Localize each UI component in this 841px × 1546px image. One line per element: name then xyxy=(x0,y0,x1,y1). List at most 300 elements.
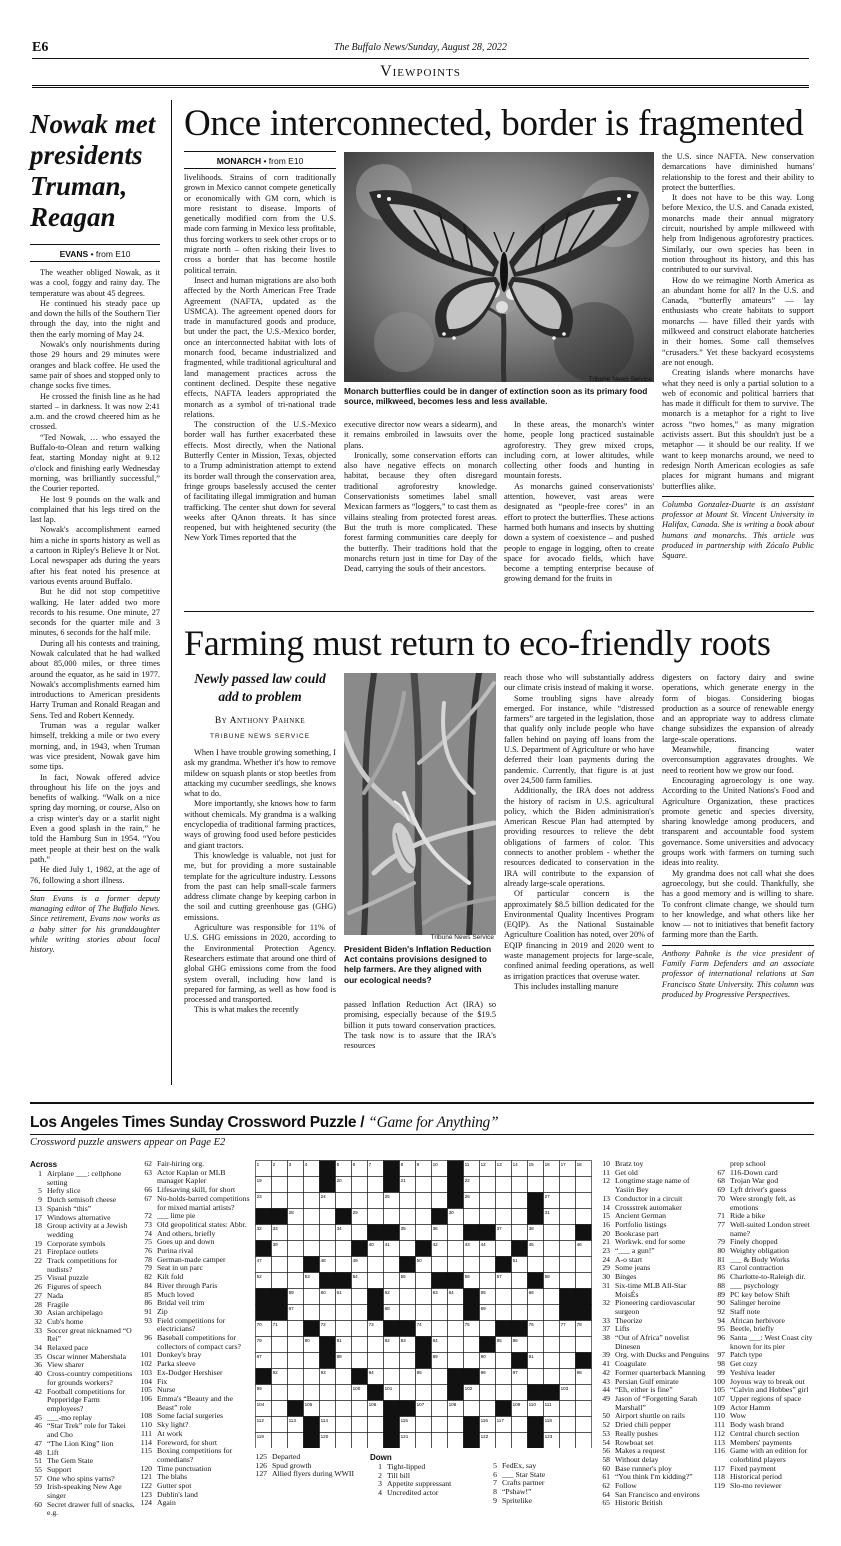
clue-number: 92 xyxy=(717,1306,725,1316)
clue-number: 19 xyxy=(34,1238,42,1248)
grid-cell[interactable] xyxy=(352,1417,368,1433)
grid-cell[interactable] xyxy=(576,1433,592,1449)
grid-cell[interactable] xyxy=(272,1193,288,1209)
clue-number: 35 xyxy=(34,1351,42,1361)
grid-number: 9 xyxy=(416,1161,420,1167)
grid-cell[interactable] xyxy=(416,1385,432,1401)
grid-cell[interactable] xyxy=(448,1241,464,1257)
grid-cell[interactable] xyxy=(416,1177,432,1193)
grid-cell[interactable] xyxy=(512,1289,528,1305)
grid-block xyxy=(576,1305,592,1321)
grid-cell[interactable] xyxy=(496,1385,512,1401)
grid-cell[interactable] xyxy=(496,1241,512,1257)
grid-cell[interactable] xyxy=(432,1433,448,1449)
grid-cell[interactable] xyxy=(576,1385,592,1401)
clue-number: 86 xyxy=(144,1298,152,1308)
grid-number: 66 xyxy=(528,1289,534,1295)
grid-cell[interactable] xyxy=(544,1305,560,1321)
grid-number: 38 xyxy=(528,1225,534,1231)
grid-cell[interactable] xyxy=(480,1385,496,1401)
clue-number: 31 xyxy=(602,1280,610,1290)
crossword-grid[interactable] xyxy=(255,1160,592,1448)
grid-cell[interactable] xyxy=(336,1193,352,1209)
grid-cell[interactable] xyxy=(512,1225,528,1241)
grid-cell[interactable] xyxy=(288,1273,304,1289)
grid-cell[interactable] xyxy=(304,1369,320,1385)
grid-cell[interactable] xyxy=(400,1241,416,1257)
grid-cell[interactable] xyxy=(480,1257,496,1273)
clue-number: 70 xyxy=(717,1193,725,1203)
grid-cell[interactable] xyxy=(304,1225,320,1241)
grid-cell[interactable] xyxy=(432,1177,448,1193)
grid-cell[interactable] xyxy=(352,1401,368,1417)
clue-number: 8 xyxy=(493,1487,497,1497)
grid-cell[interactable] xyxy=(576,1401,592,1417)
nowak-jump xyxy=(30,249,160,259)
grid-block xyxy=(528,1417,544,1433)
clue-item xyxy=(713,1351,818,1360)
grid-cell[interactable] xyxy=(272,1401,288,1417)
grid-cell[interactable] xyxy=(464,1257,480,1273)
grid-cell[interactable] xyxy=(576,1273,592,1289)
grid-cell[interactable] xyxy=(336,1305,352,1321)
grid-cell[interactable] xyxy=(512,1305,528,1321)
grid-cell[interactable] xyxy=(320,1241,336,1257)
clue-number: 93 xyxy=(144,1315,152,1325)
clue-text: Historic British xyxy=(615,1498,663,1508)
grid-cell[interactable] xyxy=(560,1417,576,1433)
across-label: Across xyxy=(30,1160,58,1169)
clue-text: Football competitions for Pepperidge Farm employees? xyxy=(47,1386,126,1413)
grid-cell[interactable] xyxy=(544,1353,560,1369)
grid-cell[interactable] xyxy=(576,1417,592,1433)
clue-number: 36 xyxy=(34,1360,42,1370)
grid-cell[interactable] xyxy=(512,1433,528,1449)
grid-cell[interactable] xyxy=(448,1337,464,1353)
grid-cell[interactable] xyxy=(336,1241,352,1257)
grid-cell[interactable] xyxy=(512,1177,528,1193)
clue-text: Cub's home xyxy=(47,1316,84,1326)
grid-cell[interactable] xyxy=(512,1385,528,1401)
grid-cell[interactable] xyxy=(528,1305,544,1321)
grid-cell[interactable] xyxy=(288,1353,304,1369)
grid-cell[interactable] xyxy=(496,1193,512,1209)
grid-cell[interactable] xyxy=(384,1209,400,1225)
grid-cell[interactable] xyxy=(576,1337,592,1353)
grid-cell[interactable] xyxy=(336,1385,352,1401)
grid-cell[interactable] xyxy=(480,1177,496,1193)
clue-text: Upper regions of space xyxy=(730,1393,802,1403)
grid-cell[interactable] xyxy=(336,1401,352,1417)
clue-text: Lifts xyxy=(615,1324,630,1334)
grid-cell[interactable] xyxy=(272,1257,288,1273)
grid-cell[interactable] xyxy=(400,1289,416,1305)
grid-cell[interactable] xyxy=(496,1433,512,1449)
farming-paragraph: Meanwhile, financing water overconsumption aggravates droughts. We need to reorient how we grow our food. xyxy=(662,745,814,775)
clue-number: 21 xyxy=(602,1237,610,1247)
grid-cell[interactable] xyxy=(320,1225,336,1241)
clue-number: 33 xyxy=(602,1315,610,1325)
grid-cell[interactable] xyxy=(576,1257,592,1273)
grid-cell[interactable] xyxy=(560,1209,576,1225)
grid-cell[interactable] xyxy=(304,1209,320,1225)
grid-cell[interactable] xyxy=(288,1337,304,1353)
clue-text: Salinger heroine xyxy=(730,1298,781,1308)
clue-text: Persian Gulf emirate xyxy=(615,1376,679,1386)
grid-cell[interactable] xyxy=(496,1369,512,1385)
grid-cell[interactable] xyxy=(288,1321,304,1337)
grid-cell[interactable] xyxy=(352,1289,368,1305)
page-number: E6 xyxy=(32,40,49,55)
grid-block xyxy=(320,1337,336,1353)
grid-cell[interactable] xyxy=(352,1225,368,1241)
grid-cell[interactable] xyxy=(288,1433,304,1449)
clue-number: 22 xyxy=(34,1256,42,1266)
grid-cell[interactable] xyxy=(288,1385,304,1401)
clue-number: 26 xyxy=(34,1282,42,1292)
grid-cell[interactable] xyxy=(544,1225,560,1241)
grid-cell[interactable] xyxy=(496,1353,512,1369)
grid-cell[interactable] xyxy=(480,1273,496,1289)
grid-cell[interactable] xyxy=(512,1273,528,1289)
grid-cell[interactable] xyxy=(544,1369,560,1385)
clue-number: 5 xyxy=(38,1186,42,1196)
grid-block xyxy=(464,1417,480,1433)
grid-cell[interactable] xyxy=(560,1337,576,1353)
grid-cell[interactable] xyxy=(304,1177,320,1193)
grid-cell[interactable] xyxy=(544,1177,560,1193)
grid-cell[interactable] xyxy=(352,1305,368,1321)
grid-cell[interactable] xyxy=(368,1193,384,1209)
clue-text: Lyft driver's guess xyxy=(730,1185,787,1195)
grid-cell[interactable] xyxy=(288,1225,304,1241)
clue-number: 64 xyxy=(602,1489,610,1499)
grid-cell[interactable] xyxy=(368,1209,384,1225)
clue-text: “You think I'm kidding?” xyxy=(615,1472,693,1482)
grid-cell[interactable] xyxy=(544,1241,560,1257)
grid-cell[interactable] xyxy=(576,1209,592,1225)
grid-cell[interactable] xyxy=(320,1305,336,1321)
clue-text: Baseball competitions for collectors of compact cars? xyxy=(157,1333,241,1351)
grid-cell[interactable] xyxy=(320,1209,336,1225)
grid-cell[interactable] xyxy=(448,1321,464,1337)
grid-number: 119 xyxy=(256,1433,264,1439)
grid-cell[interactable] xyxy=(352,1177,368,1193)
grid-cell[interactable] xyxy=(560,1225,576,1241)
grid-cell[interactable] xyxy=(544,1257,560,1273)
section-title: Viewpoints xyxy=(380,63,461,80)
grid-cell[interactable] xyxy=(464,1209,480,1225)
grid-number: 112 xyxy=(256,1417,264,1423)
clue-number: 82 xyxy=(144,1272,152,1282)
grid-cell[interactable] xyxy=(512,1193,528,1209)
grid-cell[interactable] xyxy=(416,1433,432,1449)
clue-number: 67 xyxy=(717,1167,725,1177)
grid-number: 75 xyxy=(464,1321,470,1327)
clue-number: 83 xyxy=(717,1263,725,1273)
grid-cell[interactable] xyxy=(288,1241,304,1257)
grid-cell[interactable] xyxy=(320,1385,336,1401)
grid-number: 60 xyxy=(320,1289,326,1295)
grid-cell[interactable] xyxy=(544,1337,560,1353)
clue-text: No-holds-barred competitions for mixed martial artists? xyxy=(157,1193,250,1212)
clue-number: 66 xyxy=(144,1185,152,1195)
clue-item xyxy=(713,1195,818,1212)
grid-cell[interactable] xyxy=(352,1353,368,1369)
grid-cell[interactable] xyxy=(448,1225,464,1241)
grid-cell[interactable] xyxy=(368,1353,384,1369)
clue-text: Body wash brand xyxy=(730,1420,784,1430)
across-clues-below xyxy=(255,1453,367,1479)
grid-number: 26 xyxy=(464,1193,470,1199)
grid-number: 11 xyxy=(464,1161,470,1167)
grid-cell[interactable] xyxy=(448,1433,464,1449)
grid-cell[interactable] xyxy=(384,1257,400,1273)
grid-block xyxy=(256,1241,272,1257)
clue-text: Much loved xyxy=(157,1289,194,1299)
grid-block xyxy=(560,1289,576,1305)
grid-cell[interactable] xyxy=(304,1353,320,1369)
grid-cell[interactable] xyxy=(416,1289,432,1305)
grid-cell[interactable] xyxy=(496,1305,512,1321)
grid-cell[interactable] xyxy=(496,1177,512,1193)
grid-cell[interactable] xyxy=(272,1433,288,1449)
grid-block xyxy=(256,1305,272,1321)
grid-cell[interactable] xyxy=(528,1257,544,1273)
grid-cell[interactable] xyxy=(448,1417,464,1433)
nowak-paragraph: But he did not stop competitive walking. He later added two more records to his resume. One minute, 27 seconds for the quarter mile and 3 minutes, 6 seconds for the half mile. xyxy=(30,587,160,638)
grid-block xyxy=(368,1305,384,1321)
grid-cell[interactable] xyxy=(384,1353,400,1369)
clue-text: Figures of speech xyxy=(47,1282,102,1292)
clue-number: 47 xyxy=(34,1438,42,1448)
grid-cell[interactable] xyxy=(560,1369,576,1385)
grid-cell[interactable] xyxy=(416,1273,432,1289)
grid-cell[interactable] xyxy=(288,1193,304,1209)
grid-cell[interactable] xyxy=(528,1337,544,1353)
grid-cell[interactable] xyxy=(480,1209,496,1225)
grid-block xyxy=(496,1257,512,1273)
grid-cell[interactable] xyxy=(336,1321,352,1337)
grid-cell[interactable] xyxy=(368,1417,384,1433)
grid-number: 25 xyxy=(384,1193,390,1199)
grid-cell[interactable] xyxy=(576,1177,592,1193)
grid-cell[interactable] xyxy=(496,1289,512,1305)
masthead-dateline: The Buffalo News/Sunday, August 28, 2022 xyxy=(334,42,507,53)
clue-text: Spud growth xyxy=(272,1460,312,1470)
grid-cell[interactable] xyxy=(400,1193,416,1209)
clue-text: prep school xyxy=(730,1159,766,1168)
grid-cell[interactable] xyxy=(272,1177,288,1193)
grid-number: 108 xyxy=(448,1401,457,1407)
grid-cell[interactable] xyxy=(480,1321,496,1337)
grid-cell[interactable] xyxy=(400,1209,416,1225)
grid-cell[interactable] xyxy=(352,1433,368,1449)
grid-cell[interactable] xyxy=(416,1417,432,1433)
grid-cell[interactable] xyxy=(464,1353,480,1369)
clue-number: 126 xyxy=(255,1460,267,1470)
grid-cell[interactable] xyxy=(416,1305,432,1321)
grid-cell[interactable] xyxy=(560,1433,576,1449)
clue-item xyxy=(598,1177,710,1194)
clue-number: 25 xyxy=(34,1273,42,1283)
grid-cell[interactable] xyxy=(304,1289,320,1305)
crossword-title-sep: / xyxy=(360,1114,365,1131)
grid-cell[interactable] xyxy=(560,1353,576,1369)
clue-number: 52 xyxy=(602,1420,610,1430)
grid-number: 55 xyxy=(400,1273,406,1279)
grid-number: 86 xyxy=(512,1337,518,1343)
article-divider xyxy=(184,611,814,612)
clue-number: 80 xyxy=(717,1246,725,1256)
grid-cell[interactable] xyxy=(304,1193,320,1209)
grid-cell[interactable] xyxy=(272,1417,288,1433)
grid-cell[interactable] xyxy=(352,1321,368,1337)
clue-text: Parka sleeve xyxy=(157,1359,196,1369)
grid-cell[interactable] xyxy=(560,1241,576,1257)
grid-cell[interactable] xyxy=(400,1353,416,1369)
grid-cell[interactable] xyxy=(384,1369,400,1385)
grid-cell[interactable] xyxy=(368,1257,384,1273)
grid-cell[interactable] xyxy=(464,1337,480,1353)
clue-number: 59 xyxy=(34,1482,42,1492)
grid-cell[interactable] xyxy=(336,1433,352,1449)
grid-number: 16 xyxy=(544,1161,550,1167)
grid-cell[interactable] xyxy=(368,1337,384,1353)
grid-number: 81 xyxy=(336,1337,342,1343)
monarch-jump-from: • from E10 xyxy=(263,156,304,166)
grid-cell[interactable] xyxy=(432,1401,448,1417)
across-list-2 xyxy=(140,1160,252,1508)
grid-cell[interactable] xyxy=(512,1417,528,1433)
nowak-divider-2 xyxy=(30,261,160,262)
grid-cell[interactable] xyxy=(432,1305,448,1321)
nowak-divider xyxy=(30,244,160,245)
grid-cell[interactable] xyxy=(448,1257,464,1273)
grid-cell[interactable] xyxy=(528,1177,544,1193)
grid-block xyxy=(528,1385,544,1401)
grid-cell[interactable] xyxy=(480,1193,496,1209)
grid-cell[interactable] xyxy=(304,1385,320,1401)
clue-text: Workwk. end for some xyxy=(615,1237,686,1247)
grid-cell[interactable] xyxy=(432,1385,448,1401)
clue-item xyxy=(485,1488,590,1497)
monarch-headline: Once interconnected, border is fragmented xyxy=(184,103,804,144)
clue-text: Soccer great nicknamed “O Rei” xyxy=(47,1325,132,1344)
clue-text: 116-Down card xyxy=(730,1167,778,1177)
grid-cell[interactable] xyxy=(320,1401,336,1417)
grid-cell[interactable] xyxy=(272,1273,288,1289)
grid-cell[interactable] xyxy=(288,1257,304,1273)
clue-text: Support xyxy=(47,1464,72,1474)
monarch-paragraph: Ironically, some conservation efforts can also have negative effects on monarch habitat, because they often disregard traditional agroforestry knowledge. Conservationists sometimes label small Mexican farmers as “loggers,” to cast them as villains stealing from protected forest areas. But the truth is more complicated. These forest farming communities care deeply for the butterfly. Their traditions hold that the monarchs return just in time for Day of the Dead, carrying the souls of their ancestors. xyxy=(344,450,497,574)
grid-cell[interactable] xyxy=(272,1353,288,1369)
down-list-a xyxy=(370,1463,482,1498)
grid-cell[interactable] xyxy=(496,1209,512,1225)
grid-cell[interactable] xyxy=(352,1337,368,1353)
clue-item xyxy=(30,1370,137,1387)
grid-cell[interactable] xyxy=(432,1257,448,1273)
crossword-top-rule xyxy=(30,1102,814,1104)
clue-number: 1 xyxy=(38,1169,42,1178)
grid-cell[interactable] xyxy=(272,1385,288,1401)
clue-number: 13 xyxy=(34,1203,42,1213)
grid-cell[interactable] xyxy=(352,1193,368,1209)
grid-cell[interactable] xyxy=(560,1257,576,1273)
grid-cell[interactable] xyxy=(448,1305,464,1321)
page-header xyxy=(32,38,809,60)
grid-block xyxy=(304,1433,320,1449)
grid-cell[interactable] xyxy=(400,1369,416,1385)
grid-number: 90 xyxy=(480,1353,486,1359)
grid-cell[interactable] xyxy=(368,1433,384,1449)
grid-cell[interactable] xyxy=(560,1273,576,1289)
clue-item xyxy=(140,1317,252,1334)
grid-cell[interactable] xyxy=(528,1369,544,1385)
grid-cell[interactable] xyxy=(336,1369,352,1385)
grid-cell[interactable] xyxy=(560,1401,576,1417)
grid-cell[interactable] xyxy=(432,1417,448,1433)
clue-number: 110 xyxy=(140,1420,152,1430)
grid-cell[interactable] xyxy=(480,1401,496,1417)
grid-cell[interactable] xyxy=(416,1209,432,1225)
clue-text: San Francisco and environs xyxy=(615,1489,700,1499)
clue-number: 54 xyxy=(602,1437,610,1447)
clue-item xyxy=(713,1404,818,1413)
grid-cell[interactable] xyxy=(400,1305,416,1321)
grid-cell[interactable] xyxy=(576,1193,592,1209)
grid-cell[interactable] xyxy=(544,1321,560,1337)
grid-cell[interactable] xyxy=(368,1273,384,1289)
grid-cell[interactable] xyxy=(400,1385,416,1401)
clue-item xyxy=(713,1299,818,1308)
grid-cell[interactable] xyxy=(304,1241,320,1257)
clue-number: 9 xyxy=(38,1195,42,1205)
grid-cell[interactable] xyxy=(368,1177,384,1193)
grid-cell[interactable] xyxy=(464,1401,480,1417)
grid-cell[interactable] xyxy=(416,1193,432,1209)
clue-number: 45 xyxy=(34,1412,42,1422)
grid-cell[interactable] xyxy=(544,1289,560,1305)
clue-number: 115 xyxy=(140,1446,152,1456)
grid-cell[interactable] xyxy=(560,1193,576,1209)
grid-cell[interactable] xyxy=(336,1417,352,1433)
grid-cell[interactable] xyxy=(336,1257,352,1273)
clue-text: Windows alternative xyxy=(47,1212,111,1222)
grid-cell[interactable] xyxy=(288,1369,304,1385)
grid-cell[interactable] xyxy=(512,1209,528,1225)
clue-text: Dutch semisoft cheese xyxy=(47,1195,117,1205)
clue-text: Rowboat set xyxy=(615,1437,654,1447)
grid-cell[interactable] xyxy=(384,1273,400,1289)
grid-cell[interactable] xyxy=(432,1193,448,1209)
clue-number: 37 xyxy=(602,1324,610,1334)
grid-cell[interactable] xyxy=(304,1305,320,1321)
clue-number: 105 xyxy=(713,1385,725,1395)
grid-cell[interactable] xyxy=(288,1177,304,1193)
grid-cell[interactable] xyxy=(448,1353,464,1369)
grid-cell[interactable] xyxy=(416,1225,432,1241)
clue-number: 17 xyxy=(34,1212,42,1222)
grid-cell[interactable] xyxy=(432,1369,448,1385)
grid-cell[interactable] xyxy=(432,1321,448,1337)
grid-cell[interactable] xyxy=(560,1177,576,1193)
clue-number: 100 xyxy=(713,1376,725,1386)
clue-text: Makes a request xyxy=(615,1446,665,1456)
down-clues-col-1 xyxy=(598,1160,710,1508)
clue-number: 74 xyxy=(144,1228,152,1238)
grid-cell[interactable] xyxy=(272,1337,288,1353)
